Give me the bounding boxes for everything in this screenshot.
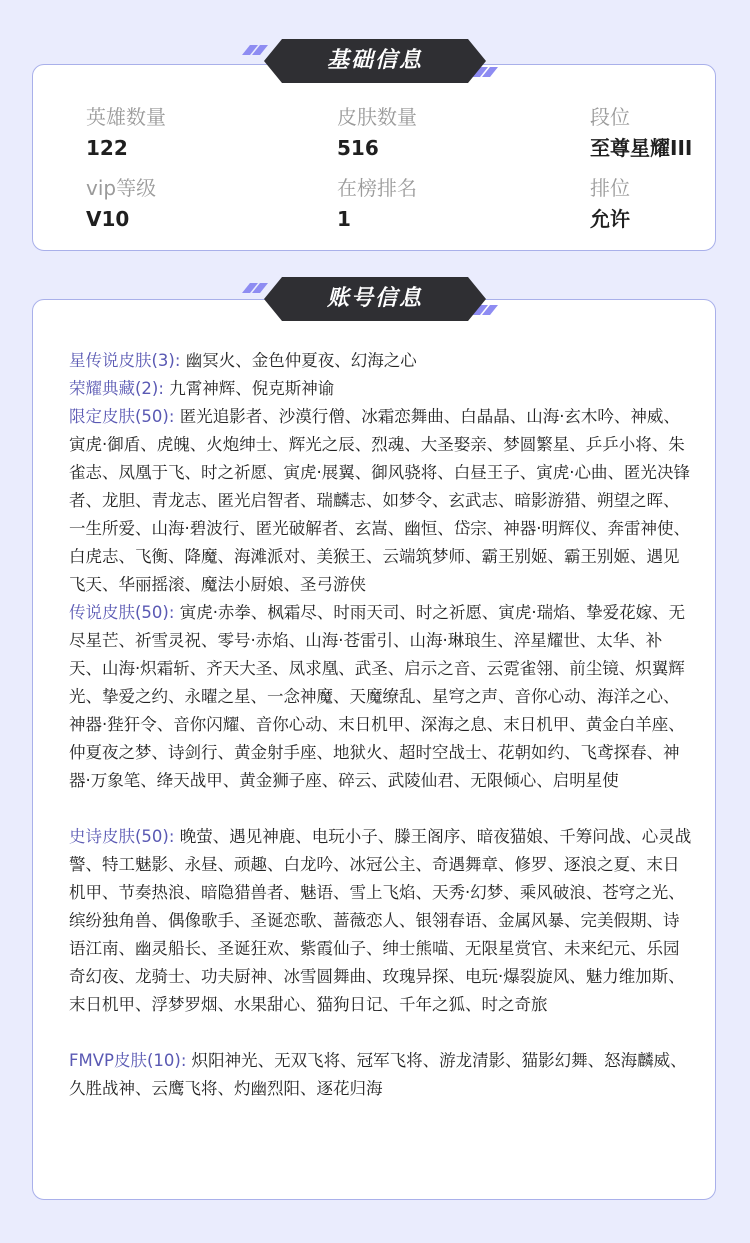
- account-info-card: [32, 299, 716, 1200]
- basic-info-card: [32, 64, 716, 251]
- skin-group-items: 寅虎·赤拳、枫霜尽、时雨天司、时之祈愿、寅虎·瑞焰、挚爱花嫁、无尽星芒、祈雪灵祝、零号·赤焰、山海·苍雷引、山海·琳琅生、淬星耀世、太华、补天、山海·炽霜斩、齐天大圣、凤求凰、武圣、启示之音、云霓雀翎、前尘镜、炽翼辉光、挚爱之约、永曜之星、一念神魔、天魔缭乱、星穹之声、音你心动、海洋之心、神器·狴犴令、音你闪耀、音你心动、末日机甲、深海之息、末日机甲、黄金白羊座、仲夏夜之梦、诗剑行、黄金射手座、地狱火、超时空战士、花朝如约、飞鸢探春、神器·万象笔、绛天战甲、黄金狮子座、碎云、武陵仙君、无限倾心、启明星使: [69, 603, 686, 790]
- stat-leaderboard-rank: [337, 174, 417, 233]
- skin-group-items: 匿光追影者、沙漠行僧、冰霜恋舞曲、白晶晶、山海·玄木吟、神威、寅虎·御盾、虎魄、火炮绅士、辉光之辰、烈魂、大圣娶亲、梦圆繁星、乒乒小将、朱雀志、凤凰于飞、时之祈愿、寅虎·展翼、御风骁将、白昼王子、寅虎·心曲、匿光决锋者、龙胆、青龙志、匿光启智者、瑞麟志、如梦令、玄武志、暗影游猎、朔望之晖、一生所爱、山海·碧波行、匿光破解者、玄嵩、幽恒、岱宗、神器·明辉仪、奔雷神使、白虎志、飞衡、降魔、海滩派对、美猴王、云端筑梦师、霸王别姬、霸王别姬、遇见飞天、华丽摇滚、魔法小厨娘、圣弓游侠: [69, 407, 690, 594]
- stat-vip-level: [86, 174, 156, 233]
- skin-group-items: 晚萤、遇见神鹿、电玩小子、滕王阁序、暗夜猫娘、千筹问战、心灵战警、特工魅影、永昼、顽趣、白龙吟、冰冠公主、奇遇舞章、修罗、逐浪之夏、末日机甲、节奏热浪、暗隐猎兽者、魅语、雪上飞焰、天秀·幻梦、乘风破浪、苍穹之光、缤纷独角兽、偶像歌手、圣诞恋歌、蔷薇恋人、银翎春语、金属风暴、完美假期、诗语江南、幽灵船长、圣诞狂欢、紫霞仙子、绅士熊喵、无限星赏官、未来纪元、乐园奇幻夜、龙骑士、功夫厨神、冰雪圆舞曲、玫瑰异探、电玩·爆裂旋风、魅力维加斯、末日机甲、浮梦罗烟、水果甜心、猫狗日记、千年之狐、时之奇旅: [69, 827, 692, 1014]
- stat-label: 皮肤数量: [337, 105, 417, 129]
- skin-group-glory-collection: [69, 375, 693, 403]
- stat-value: 允许: [590, 207, 630, 231]
- account-info-banner: [240, 277, 510, 321]
- stat-label: 段位: [590, 105, 630, 129]
- skin-group-items: 九霄神辉、倪克斯神谕: [169, 379, 335, 398]
- skin-group-fmvp: [69, 1047, 693, 1103]
- stat-label: vip等级: [86, 176, 157, 200]
- stat-value: 1: [337, 207, 351, 231]
- stat-label: 在榜排名: [337, 176, 417, 200]
- skin-group-name: FMVP皮肤(10):: [69, 1051, 187, 1070]
- stat-value: 122: [86, 136, 128, 160]
- skin-group-name: 限定皮肤(50):: [69, 407, 175, 426]
- stat-label: 排位: [590, 176, 630, 200]
- stat-rank-tier: [590, 103, 692, 162]
- stat-skin-count: [337, 103, 417, 162]
- section-title: 基础信息: [326, 48, 423, 73]
- stat-ranked-play: [590, 174, 630, 233]
- skin-list: [69, 347, 693, 1103]
- stat-value: V10: [86, 207, 130, 231]
- skin-group-star-legend: [69, 347, 693, 375]
- skin-group-name: 传说皮肤(50):: [69, 603, 175, 622]
- stat-value: 516: [337, 136, 379, 160]
- basic-info-banner: [240, 39, 510, 83]
- stat-label: 英雄数量: [86, 105, 166, 129]
- skin-group-name: 星传说皮肤(3):: [69, 351, 181, 370]
- skin-group-epic: [69, 823, 693, 1019]
- skin-group-items: 幽冥火、金色仲夏夜、幻海之心: [185, 351, 417, 370]
- stat-hero-count: [86, 103, 166, 162]
- skin-group-legend: [69, 599, 693, 795]
- skin-group-name: 荣耀典藏(2):: [69, 379, 164, 398]
- skin-group-limited: [69, 403, 693, 599]
- skin-group-items: 炽阳神光、无双飞将、冠军飞将、游龙清影、猫影幻舞、怒海麟威、久胜战神、云鹰飞将、灼幽烈阳、逐花归海: [69, 1051, 687, 1098]
- section-title: 账号信息: [326, 286, 423, 311]
- skin-group-name: 史诗皮肤(50):: [69, 827, 175, 846]
- stat-value: 至尊星耀III: [590, 136, 693, 160]
